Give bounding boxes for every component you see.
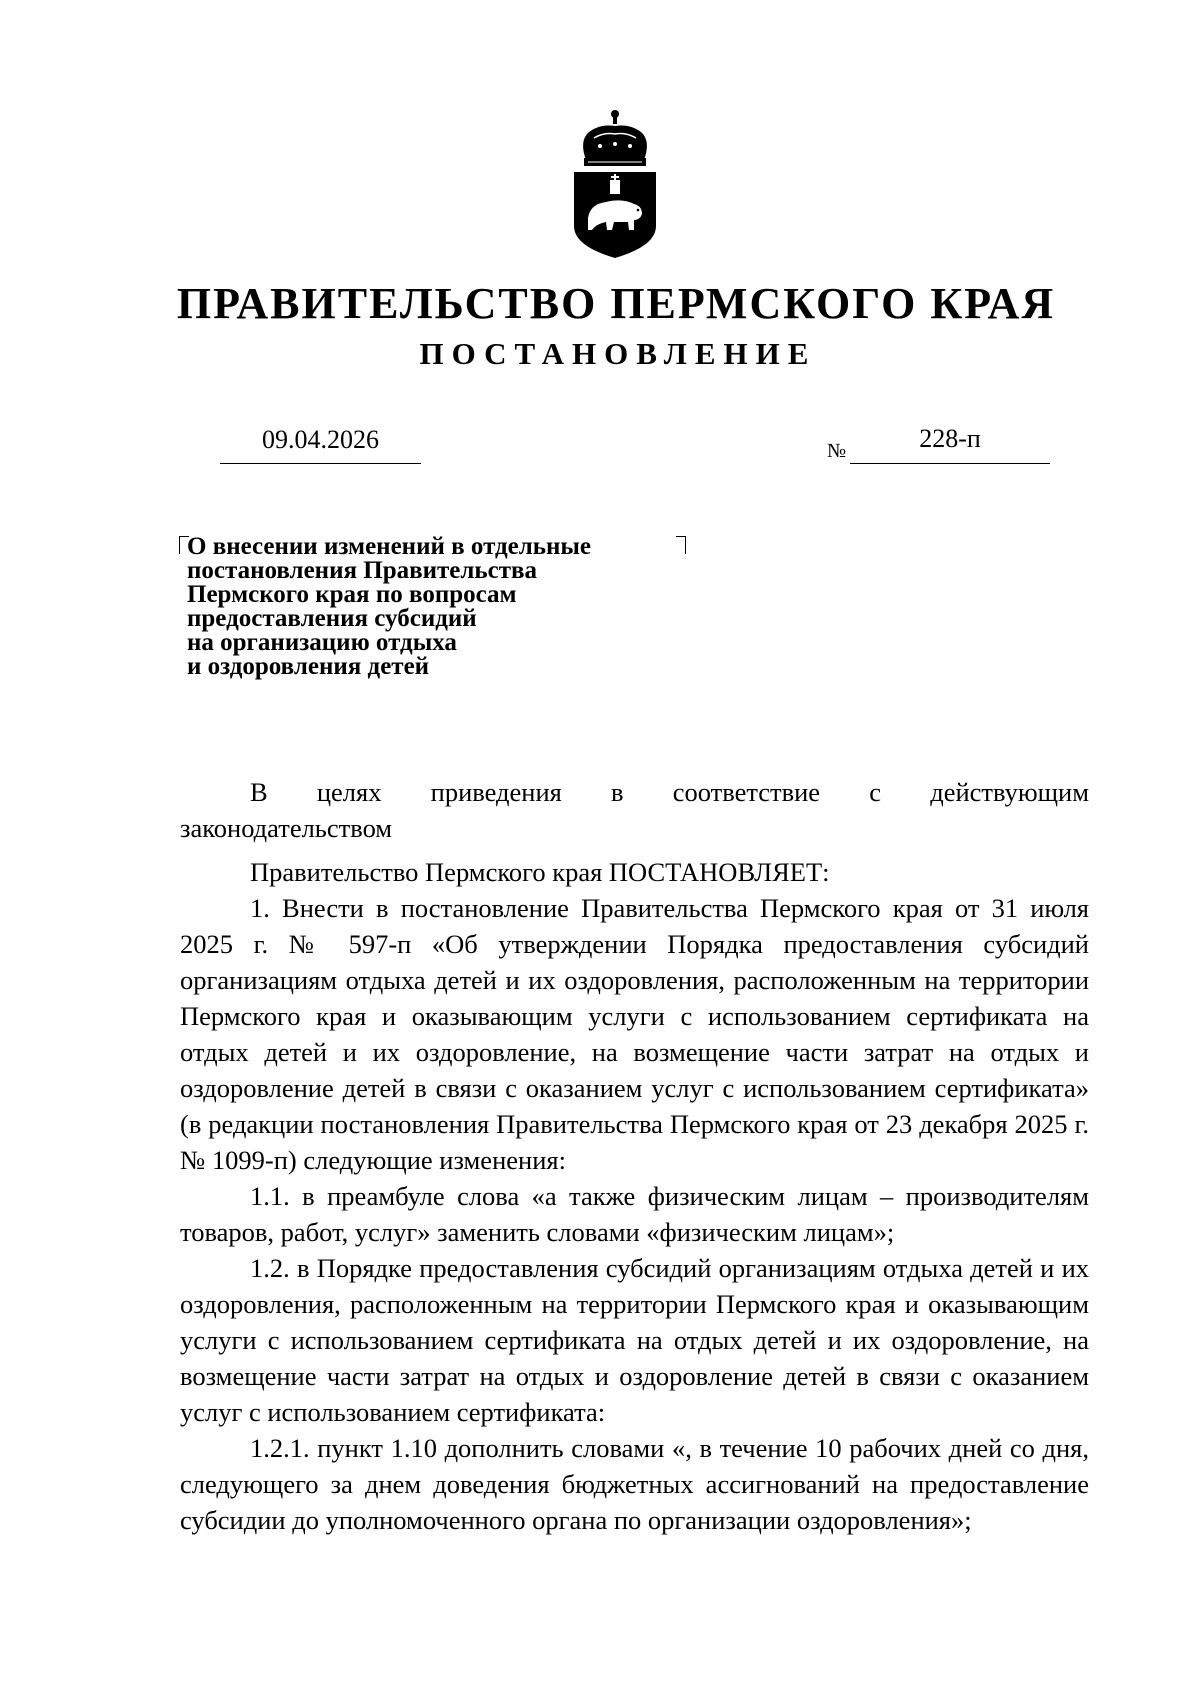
subject-line: предоставления субсидий (187, 605, 477, 632)
body-paragraph: Правительство Пермского края ПОСТАНОВЛЯЕТ: (250, 857, 830, 887)
subject-line: и оздоровления детей (187, 653, 430, 680)
organization-title: ПРАВИТЕЛЬСТВО ПЕРМСКОГО КРАЯ (176, 279, 1056, 328)
number-label: № (827, 440, 847, 462)
subject-corner-right (676, 536, 686, 554)
body-paragraph: 1.2.1. пункт 1.10 дополнить словами «, в течение 10 рабочих дней со дня, следующего за днем доведения бюджетных ассигнований на предоставление субсидии до уполномоченного органа по организации оздоровления»; (180, 1433, 1089, 1535)
body-paragraph: 1.1. в преамбуле слова «а также физическим лицам – производителям товаров, работ, услуг» заменить словами «физическим лицам»; (180, 1181, 1089, 1247)
coat-of-arms-icon (568, 108, 662, 260)
subject-line: на организацию отдыха (187, 629, 457, 656)
body-paragraph: В целях приведения в соответствие с действующим (250, 777, 1089, 807)
subject-line: О внесении изменений в отдельные (187, 533, 592, 560)
body-paragraph: 1.2. в Порядке предоставления субсидий организациям отдыха детей и их оздоровления, расположенным на территории Пермского края и оказывающим услуги с использованием сертификата на отдых детей и их оздоровление, на возмещение части затрат на отдых и оздоровление детей в связи с оказанием услуг с использованием сертификата: (180, 1253, 1089, 1427)
subject-block (187, 535, 667, 679)
document-body (180, 774, 1089, 1538)
number-field (850, 424, 1050, 464)
subject-line: постановления Правительства (187, 557, 537, 584)
body-paragraph: 1. Внести в постановление Правительства Пермского края от 31 июля 2025 г. № 597-п «Об утверждении Порядка предоставления субсидий организациям отдыха детей и их оздоровления, расположенным на территории Пермского края и оказывающим услуги с использованием сертификата на отдых детей и их оздоровление, на возмещение части затрат на отдых и оздоровление детей в связи с оказанием услуг с использованием сертификата» (в редакции постановления Правительства Пермского края от 23 декабря 2025 г. № 1099-п) следующие изменения: (180, 893, 1089, 1175)
document-number: 228-п (919, 424, 981, 453)
date-field (220, 425, 421, 464)
document-type: ПОСТАНОВЛЕНИЕ (419, 336, 817, 371)
body-paragraph: законодательством (180, 813, 393, 843)
subject-line: Пермского края по вопросам (187, 581, 517, 608)
document-date: 09.04.2026 (262, 425, 379, 454)
